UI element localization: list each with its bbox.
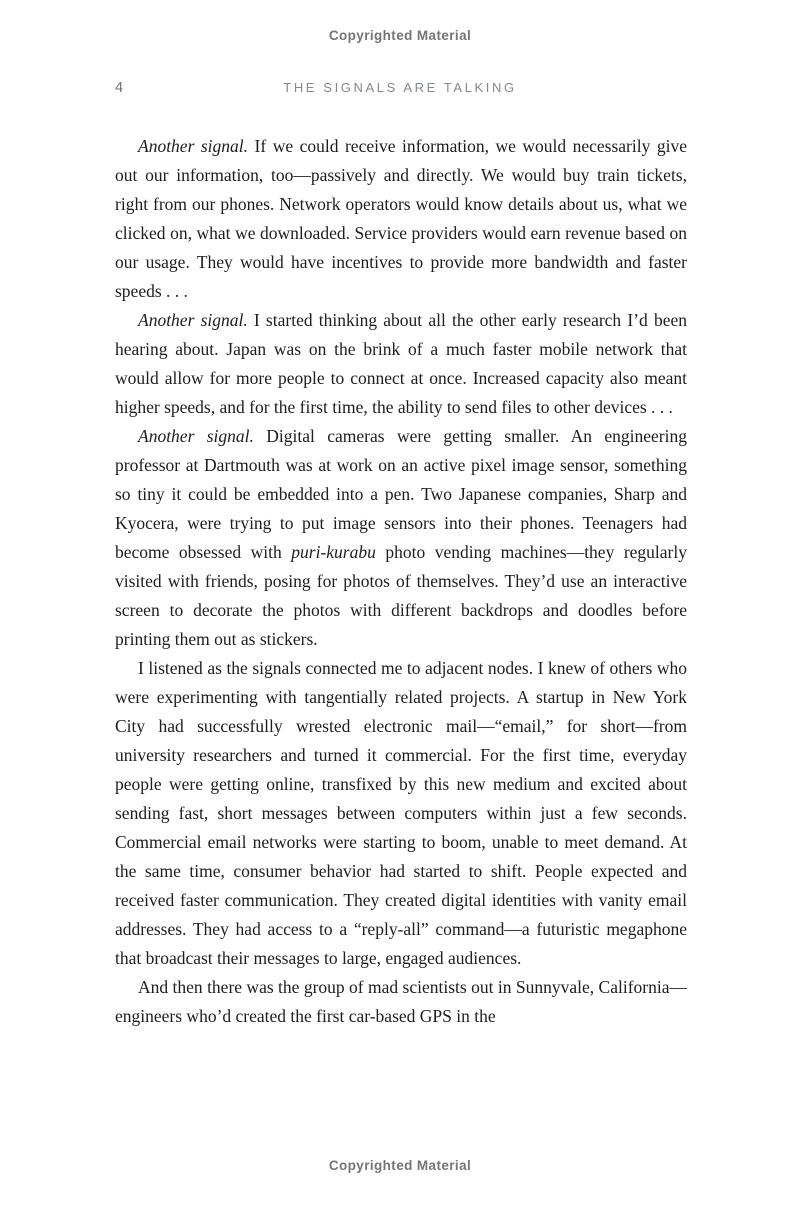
page-number: 4 xyxy=(115,80,124,96)
italic-run: Another signal. xyxy=(138,426,254,446)
paragraph xyxy=(115,422,687,654)
copyright-notice-top: Copyrighted Material xyxy=(328,28,472,43)
paragraph xyxy=(115,973,687,1031)
italic-run: Another signal. xyxy=(138,136,249,156)
paragraph xyxy=(115,654,687,973)
text-run: If we could receive information, we would necessarily give out our information, too—passively and directly. We would buy train tickets, right from our phones. Network operators would know details about us, what we clicked on, what we downloaded. Service providers would earn revenue based on our usage. They would have incentives to provide more bandwidth and faster speeds . . . xyxy=(115,136,687,301)
page-header xyxy=(0,80,800,100)
copyright-notice-bottom: Copyrighted Material xyxy=(328,1158,472,1173)
body-text xyxy=(115,132,687,1031)
italic-run: puri-kurabu xyxy=(291,542,376,562)
paragraph xyxy=(115,132,687,306)
text-run: photo vending machines—they regularly visited with friends, posing for photos of themselves. They’d use an interactive screen to decorate the photos with different backdrops and doodles before printing them out as stickers. xyxy=(115,542,687,649)
paragraph xyxy=(115,306,687,422)
text-run: Digital cameras were getting smaller. An engineering professor at Dartmouth was at work on an active pixel image sensor, something so tiny it could be embedded into a pen. Two Japanese companies, Sharp and Kyocera, were trying to put image sensors into their phones. Teenagers had become obsessed with xyxy=(115,426,687,562)
running-head: THE SIGNALS ARE TALKING xyxy=(283,80,517,95)
text-run: And then there was the group of mad scientists out in Sunnyvale, California—engineers who’d created the first car-based GPS in the xyxy=(115,977,687,1026)
italic-run: Another signal. xyxy=(138,310,248,330)
text-run: I listened as the signals connected me to adjacent nodes. I knew of others who were experimenting with tangentially related projects. A startup in New York City had successfully wrested electronic mail—“email,” for short—from university researchers and turned it commercial. For the first time, everyday people were getting online, transfixed by this new medium and excited about sending fast, short messages between computers within just a few seconds. Commercial email networks were starting to boom, unable to meet demand. At the same time, consumer behavior had started to shift. People expected and received faster communication. They created digital identities with vanity email addresses. They had access to a “reply-all” command—a futuristic megaphone that broadcast their messages to large, engaged audiences. xyxy=(115,658,687,968)
text-run: I started thinking about all the other early research I’d been hearing about. Japan was on the brink of a much faster mobile network that would allow for more people to connect at once. Increased capacity also meant higher speeds, and for the first time, the ability to send files to other devices . . . xyxy=(115,310,687,417)
